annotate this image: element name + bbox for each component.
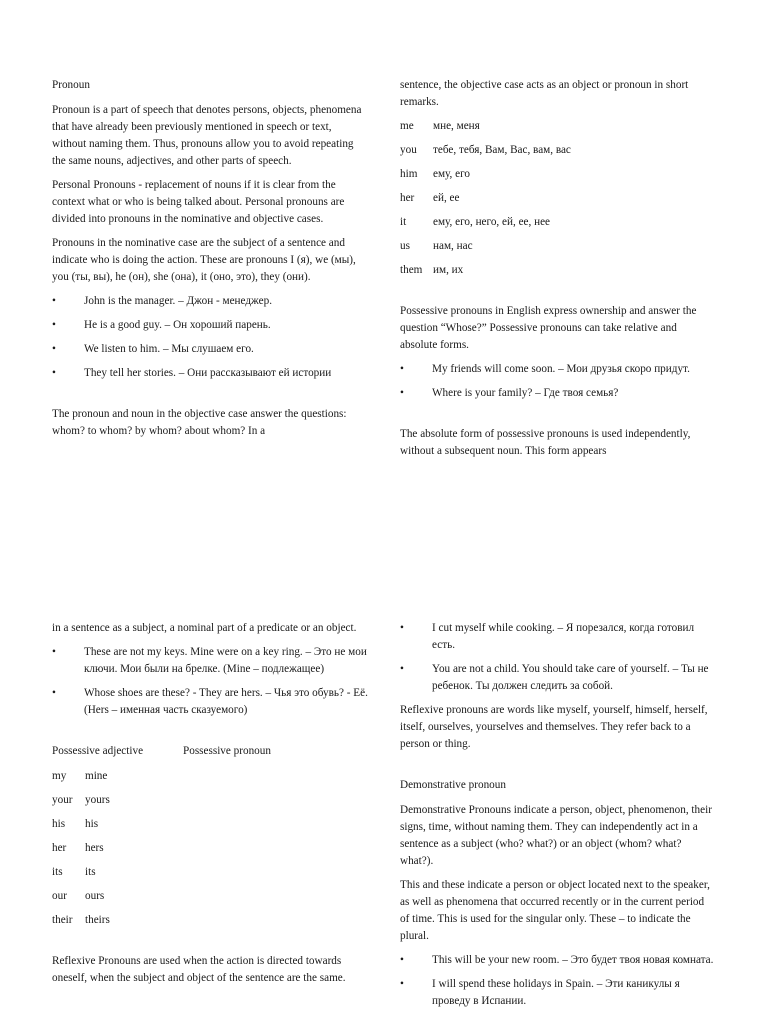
right-column <box>400 77 716 467</box>
bullet-item <box>400 620 716 654</box>
paragraph: Pronouns in the nominative case are the subject of a sentence and indicate who is doing the action. These are pronouns I (я), we (мы), you (ты, вы), he (он), she (она), it (оно, это), they (они). <box>52 237 356 283</box>
bullet-marker: • <box>52 687 56 699</box>
bullet-marker: • <box>52 295 56 307</box>
pronoun-cell: hers <box>85 842 104 854</box>
header-adjective: Possessive adjective <box>52 745 144 757</box>
bullet-marker: • <box>400 622 404 634</box>
pronoun-cell: ours <box>85 890 105 902</box>
pronoun-row <box>400 166 716 183</box>
pronoun-ru: ему, его, него, ей, ее, нее <box>433 216 551 228</box>
pronoun-en: her <box>400 192 415 204</box>
bullet-text: They tell her stories. – Они рассказывают ей истории <box>84 367 332 379</box>
paragraph: Reflexive Pronouns are used when the action is directed towards oneself, when the subject and object of the sentence are the same. <box>52 955 346 984</box>
pronoun-row <box>400 142 716 159</box>
adjective-cell: your <box>52 794 73 806</box>
table-row <box>52 888 368 905</box>
bullet-item <box>400 952 716 969</box>
paragraph: The pronoun and noun in the objective case answer the questions: whom? to whom? by whom? about whom? In a <box>52 408 347 437</box>
pronoun-ru: тебе, тебя, Вам, Вас, вам, вас <box>433 144 571 156</box>
pronoun-row <box>400 190 716 207</box>
header-pronoun: Possessive pronoun <box>183 745 271 757</box>
adjective-cell: my <box>52 770 67 782</box>
pronoun-cell: his <box>85 818 99 830</box>
table-row <box>52 840 368 857</box>
pronoun-ru: нам, нас <box>433 240 473 252</box>
pronoun-en: him <box>400 168 418 180</box>
bullet-marker: • <box>52 367 56 379</box>
pronoun-en: them <box>400 264 423 276</box>
pronoun-ru: ей, ее <box>433 192 460 204</box>
bullet-marker: • <box>400 978 404 990</box>
bullet-text: This will be your new room. – Это будет твоя новая комната. <box>432 954 714 966</box>
bullet-item <box>400 976 716 1010</box>
table-row <box>52 792 368 809</box>
bullet-text: My friends will come soon. – Мои друзья скоро придут. <box>432 363 690 375</box>
bullet-item <box>52 341 368 358</box>
adjective-cell: his <box>52 818 66 830</box>
right-column <box>400 620 716 1017</box>
adjective-cell: its <box>52 866 63 878</box>
pronoun-ru: ему, его <box>433 168 470 180</box>
pronoun-ru: мне, меня <box>433 120 480 132</box>
bullet-text: These are not my keys. Mine were on a key ring. – Это не мои ключи. Мои были на брелке. (Mine – подлежащее) <box>84 646 367 675</box>
section-title: Pronoun <box>52 79 90 91</box>
bullet-text: He is a good guy. – Он хороший парень. <box>84 319 271 331</box>
left-column <box>52 77 368 447</box>
bullet-item <box>400 661 716 695</box>
bullet-text: You are not a child. You should take care of yourself. – Ты не ребенок. Ты должен следить за собой. <box>432 663 709 692</box>
pronoun-en: it <box>400 216 407 228</box>
bullet-text: I cut myself while cooking. – Я порезался, когда готовил есть. <box>432 622 695 651</box>
table-row <box>52 912 368 929</box>
paragraph: Pronoun is a part of speech that denotes persons, objects, phenomena that have already been previously mentioned in speech or text, without naming them. Thus, pronouns allow you to avoid repeating the same nouns, adjectives, and other parts of speech. <box>52 104 362 167</box>
bullet-marker: • <box>400 363 404 375</box>
bullet-text: Where is your family? – Где твоя семья? <box>432 387 619 399</box>
adjective-cell: her <box>52 842 67 854</box>
paragraph: sentence, the objective case acts as an object or pronoun in short remarks. <box>400 79 689 108</box>
paragraph: Possessive pronouns in English express ownership and answer the question “Whose?” Possessive pronouns can take relative and absolute forms. <box>400 305 697 351</box>
table-row <box>52 816 368 833</box>
paragraph: Reflexive pronouns are words like myself, yourself, himself, herself, itself, ourselves, yourselves and themselves. They refer back to a person or thing. <box>400 704 708 750</box>
pronoun-row <box>400 262 716 279</box>
bullet-marker: • <box>400 954 404 966</box>
adjective-cell: our <box>52 890 67 902</box>
paragraph: in a sentence as a subject, a nominal part of a predicate or an object. <box>52 622 357 634</box>
bullet-marker: • <box>52 319 56 331</box>
bullet-item <box>52 317 368 334</box>
section-title: Demonstrative pronoun <box>400 779 506 791</box>
adjective-cell: their <box>52 914 73 926</box>
pronoun-en: me <box>400 120 414 132</box>
bullet-text: Whose shoes are these? - They are hers. – Чья это обувь? - Её. (Hers – именная часть сказуемого) <box>84 687 368 716</box>
pronoun-en: you <box>400 144 417 156</box>
left-column <box>52 620 368 994</box>
page-lower-half <box>0 540 768 1024</box>
bullet-item <box>52 685 368 719</box>
bullet-marker: • <box>52 343 56 355</box>
table-row <box>52 864 368 881</box>
bullet-text: John is the manager. – Джон - менеджер. <box>84 295 272 307</box>
pronoun-row <box>400 214 716 231</box>
bullet-item <box>400 361 716 378</box>
pronoun-cell: theirs <box>85 914 110 926</box>
paragraph: Demonstrative Pronouns indicate a person, object, phenomenon, their signs, time, without naming them. They can independently act in a sentence as a subject (who? what?) or an object (whom? what? what?). <box>400 804 712 867</box>
bullet-item <box>400 385 716 402</box>
pronoun-cell: mine <box>85 770 108 782</box>
bullet-marker: • <box>400 387 404 399</box>
pronoun-cell: yours <box>85 794 110 806</box>
paragraph: This and these indicate a person or object located next to the speaker, as well as phenomena that occurred recently or in the current period of time. This is used for the singular only. These – to indicate the plural. <box>400 879 710 942</box>
paragraph: Personal Pronouns - replacement of nouns if it is clear from the context what or who is being talked about. Personal pronouns are divided into pronouns in the nominative and objective cases. <box>52 179 345 225</box>
pronoun-row <box>400 238 716 255</box>
pronoun-ru: им, их <box>433 264 464 276</box>
bullet-item <box>52 644 368 678</box>
bullet-text: We listen to him. – Мы слушаем его. <box>84 343 254 355</box>
bullet-marker: • <box>52 646 56 658</box>
pronoun-en: us <box>400 240 410 252</box>
paragraph: The absolute form of possessive pronouns is used independently, without a subsequent noun. This form appears <box>400 428 691 457</box>
bullet-text: I will spend these holidays in Spain. – Эти каникулы я проведу в Испании. <box>432 978 680 1007</box>
pronoun-cell: its <box>85 866 96 878</box>
bullet-marker: • <box>400 663 404 675</box>
table-row <box>52 768 368 785</box>
pronoun-row <box>400 118 716 135</box>
possessive-table-header <box>52 743 368 760</box>
bullet-item <box>52 293 368 310</box>
bullet-item <box>52 365 368 382</box>
